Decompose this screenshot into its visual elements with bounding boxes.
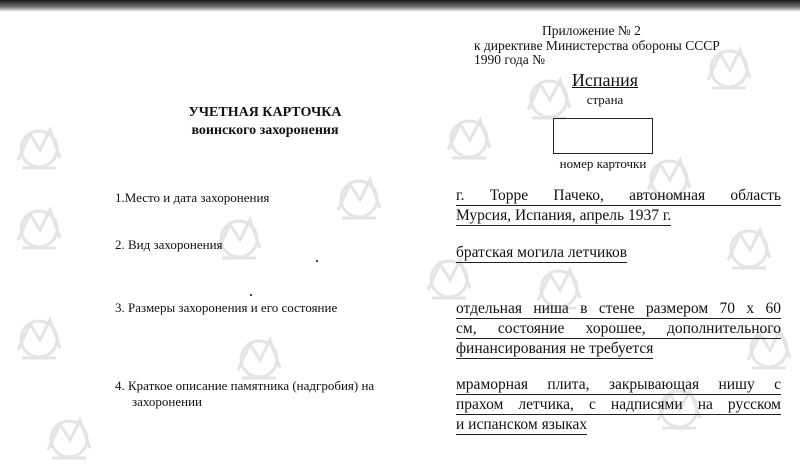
stamp-watermark-icon — [10, 200, 68, 258]
stamp-watermark-icon — [10, 120, 68, 178]
country-value: Испания — [571, 70, 639, 90]
field-4-answer — [456, 375, 781, 435]
card-number-label: номер карточки — [559, 156, 647, 171]
field-4-answer-line: мраморная плита, закрывающая нишу с — [456, 376, 781, 393]
appendix-number: Приложение № 2 — [542, 23, 641, 38]
title-line-1: УЧЕТНАЯ КАРТОЧКА — [188, 105, 342, 120]
field-1-answer-line: Мурсия, Испания, апрель 1937 г. — [456, 207, 672, 224]
scan-edge-shadow — [0, 0, 800, 12]
title-line-2: воинского захоронения — [191, 123, 339, 138]
field-2-answer — [456, 243, 781, 263]
field-1-answer — [456, 186, 781, 226]
stamp-watermark-icon — [440, 110, 498, 168]
stamp-watermark-icon — [10, 310, 68, 368]
field-1-question: 1.Место и дата захоронения — [115, 190, 270, 205]
field-3-answer-line: финансирования не требуется — [456, 340, 654, 357]
field-4-answer-line: и испанском языках — [456, 416, 588, 433]
country-label: страна — [586, 92, 624, 107]
field-3-answer-line: см, состояние хорошее, дополнительного — [456, 320, 781, 337]
field-4-question-line: захоронении — [132, 394, 203, 409]
scan-speck — [316, 260, 318, 262]
appendix-directive: к директиве Министерства обороны СССР — [474, 37, 720, 53]
field-4-question — [115, 378, 374, 410]
field-4-question-line: 4. Краткое описание памятника (надгробия) на — [115, 378, 375, 393]
field-2-answer-line: братская могила летчиков — [456, 244, 628, 261]
field-3-question: 3. Размеры захоронения и его состояние — [115, 300, 338, 315]
field-3-answer — [456, 299, 781, 359]
card-number-box — [553, 118, 653, 154]
appendix-header — [474, 24, 774, 68]
stamp-watermark-icon — [40, 410, 98, 468]
scan-speck — [250, 294, 252, 296]
field-2-question: 2. Вид захоронения — [115, 237, 223, 252]
document-title — [140, 104, 390, 140]
field-4-answer-line: прахом летчика, с надписями на русском — [456, 396, 781, 413]
field-3-answer-line: отдельная ниша в стене размером 70 х 60 — [456, 300, 781, 317]
stamp-watermark-icon — [330, 170, 388, 228]
appendix-year: 1990 года № — [474, 52, 546, 67]
field-1-answer-line: г. Торре Пачеко, автономная область — [456, 187, 781, 204]
